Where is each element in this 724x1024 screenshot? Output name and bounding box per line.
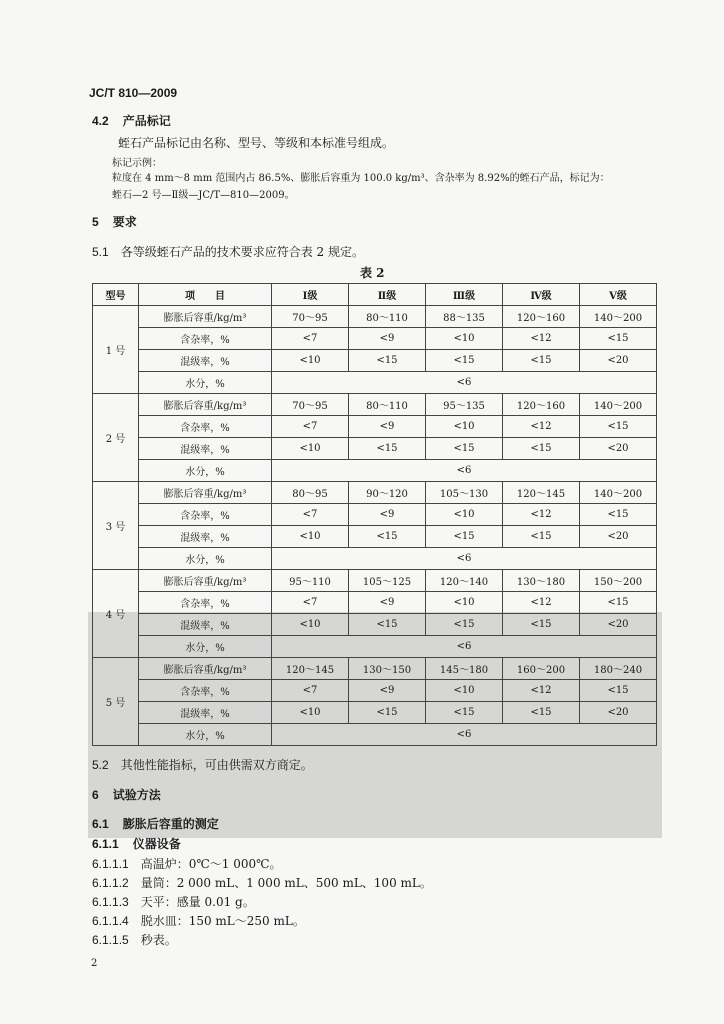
value-cell: 80～95 (272, 482, 349, 504)
value-cell: 70～95 (272, 394, 349, 416)
item-cell: 混级率，% (139, 614, 272, 636)
value-cell: <9 (349, 416, 426, 438)
header-grade-5: Ⅴ级 (580, 284, 657, 306)
value-cell: 105～130 (426, 482, 503, 504)
value-cell: <7 (272, 416, 349, 438)
value-cell: <7 (272, 592, 349, 614)
value-cell: <15 (426, 702, 503, 724)
value-cell: <15 (580, 680, 657, 702)
value-cell: 120～145 (503, 482, 580, 504)
section-6-heading: 6 试验方法 (92, 788, 161, 802)
model-cell: 2 号 (93, 394, 139, 482)
value-cell: <10 (272, 438, 349, 460)
item-6-1-1-2: 6.1.1.2 量筒：2 000 mL、1 000 mL、500 mL、100 mL。 (92, 876, 432, 890)
table-row (93, 416, 657, 438)
table-row (93, 306, 657, 328)
model-cell: 5 号 (93, 658, 139, 746)
value-cell: <15 (503, 438, 580, 460)
value-cell: <9 (349, 592, 426, 614)
table-body (93, 306, 657, 746)
item-cell: 水分，% (139, 724, 272, 746)
table-row-water (93, 636, 657, 658)
table-row-water (93, 548, 657, 570)
value-cell: <10 (426, 680, 503, 702)
value-cell: <9 (349, 328, 426, 350)
value-cell: 140～200 (580, 394, 657, 416)
example-mark: 蛭石—2 号—Ⅱ级—JC/T—810—2009。 (112, 190, 295, 201)
item-cell: 膨胀后容重/kg/m³ (139, 658, 272, 680)
item-cell: 水分，% (139, 636, 272, 658)
header-grade-2: Ⅱ级 (349, 284, 426, 306)
section-4-2-paragraph: 蛭石产品标记由名称、型号、等级和本标准号组成。 (118, 136, 395, 150)
value-cell: <15 (349, 526, 426, 548)
table-title: 表 2 (360, 266, 385, 280)
table-row (93, 702, 657, 724)
item-cell: 含杂率，% (139, 328, 272, 350)
table-row (93, 482, 657, 504)
item-cell: 含杂率，% (139, 504, 272, 526)
value-cell: <12 (503, 328, 580, 350)
value-cell: 80～110 (349, 394, 426, 416)
value-cell: 120～160 (503, 306, 580, 328)
table-row (93, 394, 657, 416)
value-cell: 120～160 (503, 394, 580, 416)
spec-table (92, 283, 657, 746)
value-cell: <15 (426, 614, 503, 636)
value-cell: <15 (503, 614, 580, 636)
example-text: 粒度在 4 mm～8 mm 范围内占 86.5%、膨胀后容重为 100.0 kg/m³、含杂率为 8.92%的蛭石产品，标记为： (112, 173, 610, 184)
value-cell: 150～200 (580, 570, 657, 592)
item-cell: 水分，% (139, 460, 272, 482)
table-row (93, 328, 657, 350)
table-row (93, 504, 657, 526)
value-cell: 160～200 (503, 658, 580, 680)
water-value-cell: <6 (272, 636, 657, 658)
table-row-water (93, 724, 657, 746)
model-cell: 4 号 (93, 570, 139, 658)
value-cell: 140～200 (580, 482, 657, 504)
value-cell: <7 (272, 504, 349, 526)
value-cell: <10 (272, 702, 349, 724)
value-cell: <7 (272, 328, 349, 350)
value-cell: 140～200 (580, 306, 657, 328)
table-row (93, 680, 657, 702)
value-cell: 80～110 (349, 306, 426, 328)
water-value-cell: <6 (272, 548, 657, 570)
value-cell: <12 (503, 680, 580, 702)
header-grade-3: Ⅲ级 (426, 284, 503, 306)
value-cell: <12 (503, 592, 580, 614)
value-cell: <20 (580, 526, 657, 548)
value-cell: <10 (426, 328, 503, 350)
table-row (93, 526, 657, 548)
value-cell: <15 (426, 526, 503, 548)
value-cell: <15 (580, 328, 657, 350)
header-grade-4: Ⅳ级 (503, 284, 580, 306)
item-6-1-1-1: 6.1.1.1 高温炉：0℃～1 000℃。 (92, 857, 282, 871)
item-6-1-1-5: 6.1.1.5 秒表。 (92, 933, 177, 947)
item-6-1-1-4: 6.1.1.4 脱水皿：150 mL～250 mL。 (92, 914, 305, 928)
table-row (93, 614, 657, 636)
table-row-water (93, 460, 657, 482)
value-cell: 130～150 (349, 658, 426, 680)
example-label: 标记示例： (112, 158, 162, 169)
table-row (93, 438, 657, 460)
value-cell: 120～140 (426, 570, 503, 592)
value-cell: <15 (426, 350, 503, 372)
value-cell: 120～145 (272, 658, 349, 680)
table-row (93, 350, 657, 372)
value-cell: <10 (426, 416, 503, 438)
value-cell: <15 (503, 702, 580, 724)
water-value-cell: <6 (272, 372, 657, 394)
value-cell: 105～125 (349, 570, 426, 592)
value-cell: 95～110 (272, 570, 349, 592)
value-cell: <10 (272, 614, 349, 636)
value-cell: 130～180 (503, 570, 580, 592)
value-cell: <20 (580, 350, 657, 372)
model-cell: 1 号 (93, 306, 139, 394)
item-cell: 混级率，% (139, 350, 272, 372)
value-cell: 70～95 (272, 306, 349, 328)
item-cell: 膨胀后容重/kg/m³ (139, 306, 272, 328)
item-cell: 混级率，% (139, 702, 272, 724)
item-cell: 水分，% (139, 372, 272, 394)
header-grade-1: Ⅰ级 (272, 284, 349, 306)
value-cell: <10 (426, 592, 503, 614)
item-cell: 膨胀后容重/kg/m³ (139, 570, 272, 592)
header-item: 项 目 (139, 284, 272, 306)
value-cell: <12 (503, 416, 580, 438)
value-cell: <15 (349, 350, 426, 372)
table-row-water (93, 372, 657, 394)
value-cell: <7 (272, 680, 349, 702)
table-row (93, 570, 657, 592)
item-cell: 膨胀后容重/kg/m³ (139, 394, 272, 416)
item-cell: 含杂率，% (139, 592, 272, 614)
model-cell: 3 号 (93, 482, 139, 570)
value-cell: <15 (349, 702, 426, 724)
value-cell: <10 (426, 504, 503, 526)
value-cell: <12 (503, 504, 580, 526)
item-cell: 混级率，% (139, 438, 272, 460)
value-cell: <15 (580, 504, 657, 526)
item-cell: 膨胀后容重/kg/m³ (139, 482, 272, 504)
header-model: 型号 (93, 284, 139, 306)
value-cell: <15 (426, 438, 503, 460)
table-row (93, 592, 657, 614)
value-cell: 90～120 (349, 482, 426, 504)
item-cell: 含杂率，% (139, 416, 272, 438)
value-cell: 95～135 (426, 394, 503, 416)
value-cell: 88～135 (426, 306, 503, 328)
water-value-cell: <6 (272, 460, 657, 482)
value-cell: <10 (272, 350, 349, 372)
value-cell: <15 (349, 614, 426, 636)
section-6-1-1-heading: 6.1.1 仪器设备 (92, 837, 181, 851)
page-number: 2 (91, 958, 98, 969)
document-code: JC/T 810—2009 (89, 86, 178, 100)
value-cell: <20 (580, 438, 657, 460)
item-cell: 水分，% (139, 548, 272, 570)
water-value-cell: <6 (272, 724, 657, 746)
section-5-1: 5.1 各等级蛭石产品的技术要求应符合表 2 规定。 (92, 245, 364, 259)
item-cell: 含杂率，% (139, 680, 272, 702)
value-cell: <20 (580, 702, 657, 724)
value-cell: <9 (349, 504, 426, 526)
section-4-2-heading: 4.2 产品标记 (92, 114, 171, 128)
value-cell: <15 (580, 592, 657, 614)
value-cell: <15 (503, 350, 580, 372)
item-cell: 混级率，% (139, 526, 272, 548)
table-row (93, 658, 657, 680)
value-cell: <15 (503, 526, 580, 548)
section-6-1-heading: 6.1 膨胀后容重的测定 (92, 817, 219, 831)
value-cell: <15 (349, 438, 426, 460)
value-cell: 145～180 (426, 658, 503, 680)
value-cell: <9 (349, 680, 426, 702)
value-cell: 180～240 (580, 658, 657, 680)
section-5-2: 5.2 其他性能指标，可由供需双方商定。 (92, 758, 313, 772)
table-header-row (93, 284, 657, 306)
item-6-1-1-3: 6.1.1.3 天平：感量 0.01 g。 (92, 895, 255, 909)
section-5-heading: 5 要求 (92, 215, 137, 229)
value-cell: <10 (272, 526, 349, 548)
value-cell: <20 (580, 614, 657, 636)
value-cell: <15 (580, 416, 657, 438)
